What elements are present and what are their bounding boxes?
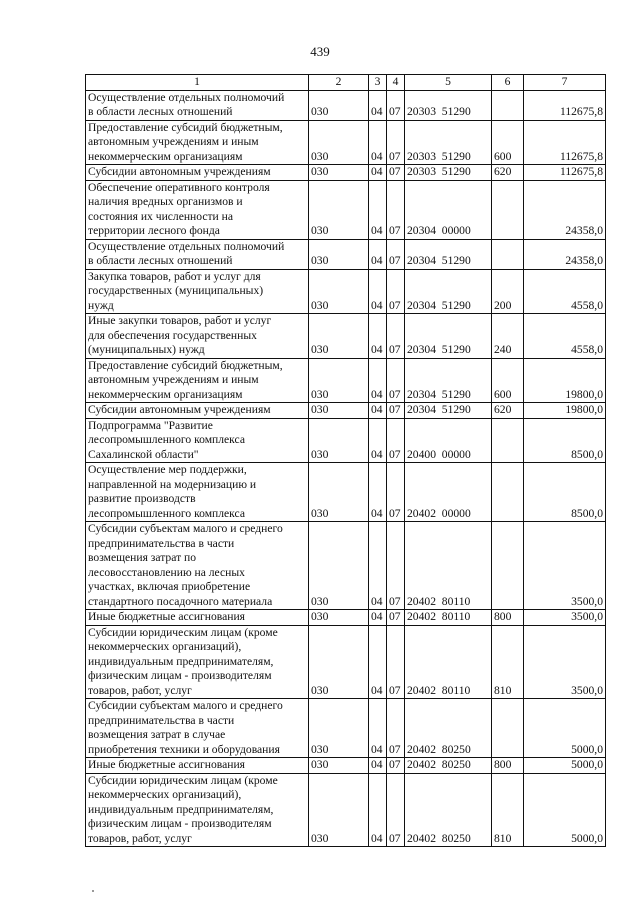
row-subsection: 07 bbox=[387, 403, 405, 419]
header-col-2: 2 bbox=[309, 75, 369, 91]
table-row bbox=[86, 610, 606, 626]
table-row bbox=[86, 773, 606, 847]
row-section: 04 bbox=[369, 625, 387, 699]
table-row bbox=[86, 165, 606, 181]
scan-mark bbox=[92, 890, 94, 892]
table-row bbox=[86, 463, 606, 522]
row-section: 04 bbox=[369, 418, 387, 463]
row-expense-type: 810 bbox=[492, 773, 524, 847]
row-amount: 24358,0 bbox=[524, 180, 606, 239]
table-row bbox=[86, 403, 606, 419]
row-ministry-code: 030 bbox=[309, 403, 369, 419]
row-expense-type: 620 bbox=[492, 165, 524, 181]
row-description: Субсидии юридическим лицам (кроме некоммерческих организаций), индивидуальным предпринимателям, физическим лицам - производителям товаров, работ, услуг bbox=[86, 773, 309, 847]
row-ministry-code: 030 bbox=[309, 625, 369, 699]
row-ministry-code: 030 bbox=[309, 699, 369, 758]
row-section: 04 bbox=[369, 180, 387, 239]
header-row bbox=[86, 75, 606, 91]
row-expense-type: 240 bbox=[492, 314, 524, 359]
row-target-article: 20402 80250 bbox=[405, 773, 492, 847]
header-col-5: 5 bbox=[405, 75, 492, 91]
row-expense-type: 810 bbox=[492, 625, 524, 699]
row-ministry-code: 030 bbox=[309, 239, 369, 269]
row-amount: 8500,0 bbox=[524, 418, 606, 463]
row-description: Осуществление отдельных полномочий в области лесных отношений bbox=[86, 239, 309, 269]
row-section: 04 bbox=[369, 773, 387, 847]
row-subsection: 07 bbox=[387, 269, 405, 314]
row-description: Предоставление субсидий бюджетным, автономным учреждениям и иным некоммерческим организациям bbox=[86, 358, 309, 403]
row-target-article: 20304 51290 bbox=[405, 239, 492, 269]
row-ministry-code: 030 bbox=[309, 90, 369, 120]
row-amount: 19800,0 bbox=[524, 403, 606, 419]
row-section: 04 bbox=[369, 120, 387, 165]
row-amount: 5000,0 bbox=[524, 758, 606, 774]
row-target-article: 20304 51290 bbox=[405, 269, 492, 314]
row-ministry-code: 030 bbox=[309, 522, 369, 610]
row-amount: 112675,8 bbox=[524, 120, 606, 165]
row-subsection: 07 bbox=[387, 90, 405, 120]
row-section: 04 bbox=[369, 165, 387, 181]
row-description: Осуществление мер поддержки, направленной на модернизацию и развитие производств лесопромышленного комплекса bbox=[86, 463, 309, 522]
row-expense-type: 600 bbox=[492, 358, 524, 403]
row-description: Закупка товаров, работ и услуг для государственных (муниципальных) нужд bbox=[86, 269, 309, 314]
row-description: Субсидии юридическим лицам (кроме некоммерческих организаций), индивидуальным предпринимателям, физическим лицам - производителям товаров, работ, услуг bbox=[86, 625, 309, 699]
row-ministry-code: 030 bbox=[309, 418, 369, 463]
table-row bbox=[86, 358, 606, 403]
row-description: Субсидии субъектам малого и среднего предпринимательства в части возмещения затрат по лесовосстановлению на лесных участках, включая приобретение стандартного посадочного материала bbox=[86, 522, 309, 610]
page-number: 439 bbox=[310, 44, 330, 59]
row-description: Субсидии субъектам малого и среднего предпринимательства в части возмещения затрат в случае приобретения техники и оборудования bbox=[86, 699, 309, 758]
row-subsection: 07 bbox=[387, 120, 405, 165]
row-target-article: 20304 51290 bbox=[405, 403, 492, 419]
row-section: 04 bbox=[369, 239, 387, 269]
row-amount: 112675,8 bbox=[524, 90, 606, 120]
row-amount: 3500,0 bbox=[524, 625, 606, 699]
table-row bbox=[86, 120, 606, 165]
row-expense-type bbox=[492, 522, 524, 610]
row-expense-type bbox=[492, 180, 524, 239]
row-ministry-code: 030 bbox=[309, 463, 369, 522]
row-section: 04 bbox=[369, 699, 387, 758]
row-target-article: 20303 51290 bbox=[405, 165, 492, 181]
row-ministry-code: 030 bbox=[309, 358, 369, 403]
row-description: Предоставление субсидий бюджетным, автономным учреждениям и иным некоммерческим организациям bbox=[86, 120, 309, 165]
header-col-1: 1 bbox=[86, 75, 309, 91]
row-section: 04 bbox=[369, 610, 387, 626]
row-target-article: 20402 80110 bbox=[405, 625, 492, 699]
table-row bbox=[86, 522, 606, 610]
header-col-3: 3 bbox=[369, 75, 387, 91]
row-amount: 8500,0 bbox=[524, 463, 606, 522]
row-target-article: 20303 51290 bbox=[405, 120, 492, 165]
row-expense-type: 800 bbox=[492, 610, 524, 626]
row-amount: 4558,0 bbox=[524, 314, 606, 359]
table-row bbox=[86, 90, 606, 120]
row-expense-type: 200 bbox=[492, 269, 524, 314]
row-target-article: 20402 00000 bbox=[405, 463, 492, 522]
row-expense-type bbox=[492, 418, 524, 463]
row-target-article: 20400 00000 bbox=[405, 418, 492, 463]
table-row bbox=[86, 418, 606, 463]
row-expense-type: 620 bbox=[492, 403, 524, 419]
row-description: Субсидии автономным учреждениям bbox=[86, 403, 309, 419]
row-description: Иные закупки товаров, работ и услуг для обеспечения государственных (муниципальных) нужд bbox=[86, 314, 309, 359]
row-section: 04 bbox=[369, 358, 387, 403]
row-description: Подпрограмма "Развитие лесопромышленного комплекса Сахалинской области" bbox=[86, 418, 309, 463]
row-amount: 19800,0 bbox=[524, 358, 606, 403]
row-subsection: 07 bbox=[387, 180, 405, 239]
row-section: 04 bbox=[369, 90, 387, 120]
row-description: Осуществление отдельных полномочий в области лесных отношений bbox=[86, 90, 309, 120]
header-col-7: 7 bbox=[524, 75, 606, 91]
row-amount: 5000,0 bbox=[524, 773, 606, 847]
row-ministry-code: 030 bbox=[309, 165, 369, 181]
row-target-article: 20402 80110 bbox=[405, 522, 492, 610]
row-ministry-code: 030 bbox=[309, 314, 369, 359]
budget-table bbox=[85, 74, 606, 847]
row-subsection: 07 bbox=[387, 463, 405, 522]
row-subsection: 07 bbox=[387, 610, 405, 626]
row-expense-type bbox=[492, 239, 524, 269]
row-description: Субсидии автономным учреждениям bbox=[86, 165, 309, 181]
row-ministry-code: 030 bbox=[309, 269, 369, 314]
row-amount: 4558,0 bbox=[524, 269, 606, 314]
row-subsection: 07 bbox=[387, 625, 405, 699]
table-row bbox=[86, 314, 606, 359]
row-subsection: 07 bbox=[387, 522, 405, 610]
row-description: Иные бюджетные ассигнования bbox=[86, 610, 309, 626]
row-expense-type: 800 bbox=[492, 758, 524, 774]
row-description: Иные бюджетные ассигнования bbox=[86, 758, 309, 774]
row-target-article: 20304 00000 bbox=[405, 180, 492, 239]
row-subsection: 07 bbox=[387, 239, 405, 269]
row-target-article: 20402 80250 bbox=[405, 699, 492, 758]
row-expense-type bbox=[492, 90, 524, 120]
row-amount: 3500,0 bbox=[524, 610, 606, 626]
table-row bbox=[86, 239, 606, 269]
row-section: 04 bbox=[369, 269, 387, 314]
row-subsection: 07 bbox=[387, 758, 405, 774]
row-amount: 3500,0 bbox=[524, 522, 606, 610]
row-section: 04 bbox=[369, 522, 387, 610]
row-amount: 112675,8 bbox=[524, 165, 606, 181]
row-section: 04 bbox=[369, 758, 387, 774]
row-section: 04 bbox=[369, 463, 387, 522]
row-expense-type bbox=[492, 699, 524, 758]
row-subsection: 07 bbox=[387, 314, 405, 359]
header-col-4: 4 bbox=[387, 75, 405, 91]
row-target-article: 20402 80250 bbox=[405, 758, 492, 774]
row-target-article: 20402 80110 bbox=[405, 610, 492, 626]
row-amount: 5000,0 bbox=[524, 699, 606, 758]
row-target-article: 20304 51290 bbox=[405, 314, 492, 359]
row-ministry-code: 030 bbox=[309, 120, 369, 165]
table-row bbox=[86, 180, 606, 239]
table-row bbox=[86, 758, 606, 774]
row-target-article: 20303 51290 bbox=[405, 90, 492, 120]
row-ministry-code: 030 bbox=[309, 773, 369, 847]
row-expense-type: 600 bbox=[492, 120, 524, 165]
row-description: Обеспечение оперативного контроля наличия вредных организмов и состояния их численности на территории лесного фонда bbox=[86, 180, 309, 239]
row-section: 04 bbox=[369, 403, 387, 419]
table-row bbox=[86, 269, 606, 314]
row-subsection: 07 bbox=[387, 358, 405, 403]
row-ministry-code: 030 bbox=[309, 758, 369, 774]
row-subsection: 07 bbox=[387, 418, 405, 463]
table-row bbox=[86, 699, 606, 758]
row-target-article: 20304 51290 bbox=[405, 358, 492, 403]
row-subsection: 07 bbox=[387, 773, 405, 847]
row-expense-type bbox=[492, 463, 524, 522]
row-ministry-code: 030 bbox=[309, 180, 369, 239]
row-subsection: 07 bbox=[387, 699, 405, 758]
row-section: 04 bbox=[369, 314, 387, 359]
header-col-6: 6 bbox=[492, 75, 524, 91]
row-subsection: 07 bbox=[387, 165, 405, 181]
table-row bbox=[86, 625, 606, 699]
row-ministry-code: 030 bbox=[309, 610, 369, 626]
row-amount: 24358,0 bbox=[524, 239, 606, 269]
